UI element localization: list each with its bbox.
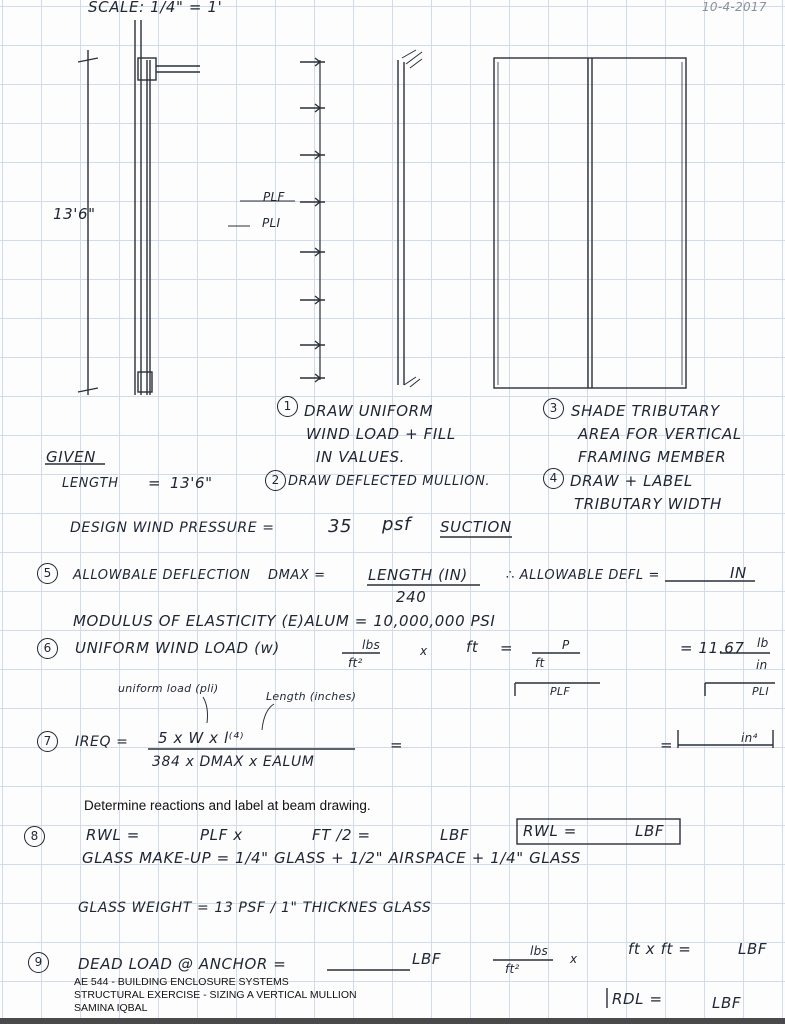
plf-box-label: PLF xyxy=(550,685,570,698)
scale-note: SCALE: 1/4" = 1' xyxy=(88,0,223,16)
height-dimension-label: 13'6" xyxy=(53,205,96,223)
rwl-ft: FT /2 = xyxy=(312,826,371,844)
defl-denominator: 240 xyxy=(396,588,427,606)
footer-exercise: STRUCTURAL EXERCISE - SIZING A VERTICAL MULLION xyxy=(74,989,357,1001)
step-1-line2: WIND LOAD + FILL xyxy=(306,425,456,443)
dmax-label: DMAX = xyxy=(268,568,326,583)
modulus-line: MODULUS OF ELASTICITY (E)ALUM = 10,000,000 PSI xyxy=(73,612,496,630)
step-6-badge: 6 xyxy=(37,638,58,659)
reactions-instruction: Determine reactions and label at beam drawing. xyxy=(84,798,371,813)
step-4-line2: TRIBUTARY WIDTH xyxy=(574,495,722,513)
step-2-badge: 2 xyxy=(265,470,286,491)
step-1-line1: DRAW UNIFORM xyxy=(304,402,434,420)
plf-label: PLF xyxy=(263,190,285,204)
pressure-type: SUCTION xyxy=(440,518,512,536)
ireq-eq2: = xyxy=(660,736,674,754)
step-5-badge: 5 xyxy=(37,563,58,584)
defl-numerator: LENGTH (IN) xyxy=(368,566,468,584)
pressure-value: 35 xyxy=(328,516,353,537)
length-equals: = xyxy=(148,474,162,492)
wind-load-label: UNIFORM WIND LOAD (w) xyxy=(75,639,280,657)
length-note-arrow xyxy=(262,704,274,730)
glass-makeup-line: GLASS MAKE-UP = 1/4" GLASS + 1/2" AIRSPACE + 1/4" GLASS xyxy=(82,849,581,867)
rwl-lbf: LBF xyxy=(440,826,470,844)
pressure-unit: psf xyxy=(382,514,411,535)
ft-denominator: ft xyxy=(535,656,545,670)
dl-lbf-result: LBF xyxy=(738,940,768,958)
pli-label: PLI xyxy=(262,216,281,230)
window-elevation-frame xyxy=(494,58,686,388)
rdl-unit: LBF xyxy=(712,994,742,1012)
ft-value: ft xyxy=(466,638,479,656)
dead-load-lbf: LBF xyxy=(412,950,442,968)
length-label: LENGTH xyxy=(62,476,119,491)
uniform-load-note: uniform load (pli) xyxy=(118,682,219,695)
wind-load-result: = 11.67 xyxy=(680,639,745,657)
ft2-denominator: ft² xyxy=(348,656,363,670)
ireq-eq1: = xyxy=(390,736,404,754)
ireq-label: IREQ = xyxy=(75,734,129,750)
allowable-defl-label: ∴ ALLOWABLE DEFL = xyxy=(506,568,660,583)
in-denominator: in xyxy=(756,658,768,672)
eq-sign: = xyxy=(500,639,514,657)
length-value: 13'6" xyxy=(170,474,213,492)
dead-load-label: DEAD LOAD @ ANCHOR = xyxy=(78,955,287,973)
step-8-badge: 8 xyxy=(24,826,45,847)
step-4-badge: 4 xyxy=(543,468,564,489)
step-7-badge: 7 xyxy=(37,731,58,752)
step-1-badge: 1 xyxy=(277,396,298,417)
deflection-label: ALLOWBALE DEFLECTION xyxy=(73,568,251,583)
length-inches-note: Length (inches) xyxy=(266,690,357,703)
dl-ft2-denominator: ft² xyxy=(505,962,520,976)
footer-author: SAMINA IQBAL xyxy=(74,1002,148,1014)
p-numerator: P xyxy=(562,638,570,652)
pli-box-label: PLI xyxy=(752,685,769,698)
lbs-numerator: lbs xyxy=(362,638,381,652)
given-heading: GIVEN xyxy=(46,448,97,466)
step-1-line3: IN VALUES. xyxy=(316,448,406,466)
step-3-line1: SHADE TRIBUTARY xyxy=(571,402,720,420)
footer-course: AE 544 - BUILDING ENCLOSURE SYSTEMS xyxy=(74,976,289,988)
dl-ft-by-ft: ft x ft = xyxy=(628,940,692,958)
date-note: 10-4-2017 xyxy=(702,0,767,14)
times-sign: x xyxy=(420,644,428,658)
rwl-box-label: RWL = xyxy=(523,822,577,840)
rwl-label: RWL = xyxy=(86,826,140,844)
step-4-line1: DRAW + LABEL xyxy=(570,472,693,490)
rwl-box-unit: LBF xyxy=(635,822,665,840)
step-2-text: DRAW DEFLECTED MULLION. xyxy=(288,474,491,489)
lb-numerator: lb xyxy=(757,636,769,650)
rwl-plf: PLF x xyxy=(200,826,243,844)
glass-weight-line: GLASS WEIGHT = 13 PSF / 1" THICKNES GLASS xyxy=(78,900,432,916)
uniform-note-arrow xyxy=(203,697,208,723)
dl-lbs-numerator: lbs xyxy=(530,944,549,958)
rdl-label: RDL = xyxy=(612,990,663,1008)
dl-times: x xyxy=(570,952,578,966)
pressure-label: DESIGN WIND PRESSURE = xyxy=(70,520,275,536)
step-3-line2: AREA FOR VERTICAL xyxy=(578,425,742,443)
page-edge xyxy=(0,1018,785,1024)
step-3-line3: FRAMING MEMBER xyxy=(578,448,727,466)
step-3-badge: 3 xyxy=(543,398,564,419)
ireq-denominator: 384 x DMAX x EALUM xyxy=(152,754,315,770)
ireq-unit: in⁴ xyxy=(741,731,758,745)
allowable-defl-unit: IN xyxy=(730,564,747,582)
step-9-badge: 9 xyxy=(28,952,49,973)
ireq-numerator: 5 x W x l⁽⁴⁾ xyxy=(158,729,244,747)
wind-load-arrows xyxy=(300,58,325,382)
